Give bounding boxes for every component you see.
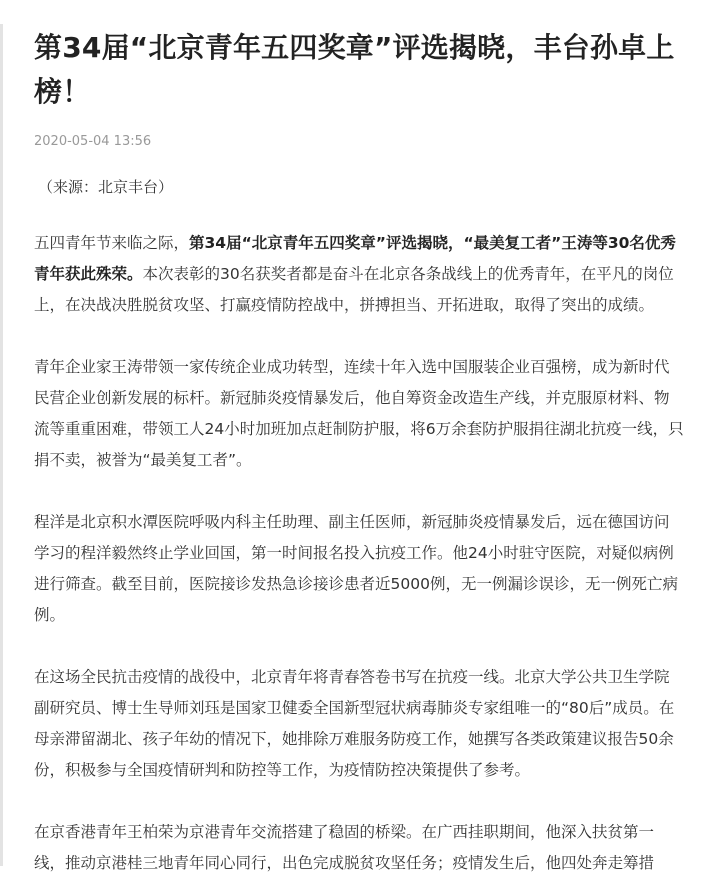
article-paragraph-5: 在京香港青年王柏荣为京港青年交流搭建了稳固的桥梁。在广西挂职期间，他深入扶贫第一线，推动京港桂三地青年同心同行，出色完成脱贫攻坚任务；疫情发生后，他四处奔走筹措: [34, 823, 655, 872]
article-paragraph-2: 青年企业家王涛带领一家传统企业成功转型，连续十年入选中国服装企业百强榜，成为新时代民营企业创新发展的标杆。新冠肺炎疫情暴发后，他自筹资金改造生产线，并克服原材料、物流等重重困难，带领工人24小时加班加点赶制防护服，将6万余套防护服捐往湖北抗疫一线，只捐不卖，被誉为“最美复工者”。: [34, 358, 684, 469]
paragraph-rest: 本次表彰的30名获奖者都是奋斗在北京各条战线上的优秀青年，在平凡的岗位上，在决战决胜脱贫攻坚、打赢疫情防控战中，拼搏担当、开拓进取，取得了突出的成绩。: [34, 265, 674, 314]
paragraph-lead: 五四青年节来临之际，: [34, 234, 190, 252]
article-paragraph-1: [34, 228, 684, 321]
paragraph-highlight: 第34届“北京青年五四奖章”评选揭晓，“最美复工者”王涛等30名优秀青年获此殊荣。: [34, 234, 676, 283]
left-border-rule: [0, 24, 3, 866]
article-source: （来源：北京丰台）: [38, 178, 174, 196]
article-paragraph-4: 在这场全民抗击疫情的战役中，北京青年将青春答卷书写在抗疫一线。北京大学公共卫生学院副研究员、博士生导师刘珏是国家卫健委全国新型冠状病毒肺炎专家组唯一的“80后”成员。在母亲滞留湖北、孩子年幼的情况下，她排除万难服务防疫工作，她撰写各类政策建议报告50余份，积极参与全国疫情研判和防控等工作，为疫情防控决策提供了参考。: [34, 668, 675, 779]
publish-time: 2020-05-04 13:56: [34, 134, 152, 149]
article-paragraph-3: 程洋是北京积水潭医院呼吸内科主任助理、副主任医师，新冠肺炎疫情暴发后，远在德国访问学习的程洋毅然终止学业回国，第一时间报名投入抗疫工作。他24小时驻守医院，对疑似病例进行筛查。截至目前，医院接诊发热急诊接诊患者近5000例，无一例漏诊误诊，无一例死亡病例。: [34, 513, 678, 624]
article: [34, 26, 684, 879]
article-title: 第34届“北京青年五四奖章”评选揭晓，丰台孙卓上榜！: [34, 31, 675, 108]
